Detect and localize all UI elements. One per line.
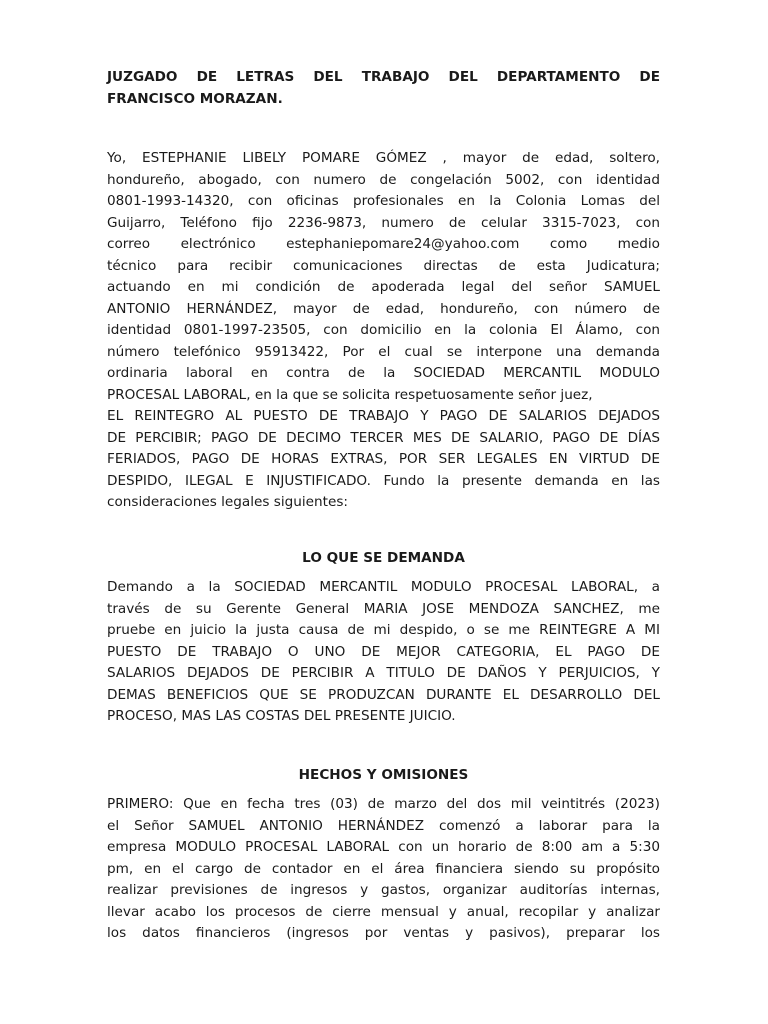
demand-paragraph (107, 577, 660, 728)
paragraph-line: identidad 0801-1997-23505, con domicilio en la colonia El Álamo, con (107, 322, 660, 338)
intro-paragraph (107, 148, 660, 514)
section-heading-demand: LO QUE SE DEMANDA (302, 550, 465, 566)
paragraph-line: hondureño, abogado, con numero de congelación 5002, con identidad (107, 171, 660, 188)
paragraph-line: FERIADOS, PAGO DE HORAS EXTRAS, POR SER LEGALES EN VIRTUD DE (107, 451, 660, 467)
paragraph-line: pruebe en juicio la justa causa de mi despido, o se me REINTEGRE A MI (107, 622, 660, 638)
paragraph-line: ordinaria laboral en contra de la SOCIEDAD MERCANTIL MODULO (107, 365, 660, 381)
paragraph-line: través de su Gerente General MARIA JOSE MENDOZA SANCHEZ, me (107, 600, 660, 617)
paragraph-line: técnico para recibir comunicaciones directas de esta Judicatura; (107, 257, 660, 274)
paragraph-line: correo electrónico estephaniepomare24@yahoo.com como medio (107, 236, 660, 252)
paragraph-line: PUESTO DE TRABAJO O UNO DE MEJOR CATEGORIA, EL PAGO DE (107, 643, 660, 660)
paragraph-line: PRIMERO: Que en fecha tres (03) de marzo del dos mil veintitrés (2023) (107, 796, 660, 812)
court-title-line: FRANCISCO MORAZAN. (107, 90, 283, 107)
paragraph-line: consideraciones legales siguientes: (107, 494, 348, 510)
paragraph-line: número telefónico 95913422, Por el cual se interpone una demanda (107, 343, 660, 360)
paragraph-line: empresa MODULO PROCESAL LABORAL con un horario de 8:00 am a 5:30 (107, 839, 660, 855)
paragraph-line: llevar acabo los procesos de cierre mensual y anual, recopilar y analizar (107, 903, 660, 920)
paragraph-line: los datos financieros (ingresos por ventas y pasivos), preparar los (107, 925, 660, 941)
facts-paragraph (107, 794, 660, 945)
paragraph-line: PROCESO, MAS LAS COSTAS DEL PRESENTE JUICIO. (107, 708, 456, 724)
paragraph-line: actuando en mi condición de apoderada legal del señor SAMUEL (107, 279, 660, 295)
paragraph-line: DE PERCIBIR; PAGO DE DECIMO TERCER MES DE SALARIO, PAGO DE DÍAS (107, 429, 660, 446)
paragraph-line: SALARIOS DEJADOS DE PERCIBIR A TITULO DE DAÑOS Y PERJUICIOS, Y (107, 665, 660, 681)
section-heading-facts: HECHOS Y OMISIONES (298, 767, 469, 783)
paragraph-line: DESPIDO, ILEGAL E INJUSTIFICADO. Fundo la presente demanda en las (107, 472, 660, 489)
paragraph-line: EL REINTEGRO AL PUESTO DE TRABAJO Y PAGO DE SALARIOS DEJADOS (107, 408, 660, 424)
paragraph-line: Demando a la SOCIEDAD MERCANTIL MODULO PROCESAL LABORAL, a (107, 579, 660, 595)
paragraph-line: DEMAS BENEFICIOS QUE SE PRODUZCAN DURANTE EL DESARROLLO DEL (107, 686, 660, 703)
court-title (107, 67, 660, 110)
paragraph-line: pm, en el cargo de contador en el área financiera siendo su propósito (107, 860, 660, 877)
paragraph-line: realizar previsiones de ingresos y gastos, organizar auditorías internas, (107, 882, 660, 898)
paragraph-line: 0801-1993-14320, con oficinas profesionales en la Colonia Lomas del (107, 193, 660, 209)
paragraph-line: ANTONIO HERNÁNDEZ, mayor de edad, hondureño, con número de (107, 300, 660, 317)
paragraph-line: Yo, ESTEPHANIE LIBELY POMARE GÓMEZ , mayor de edad, soltero, (107, 150, 660, 166)
paragraph-line: el Señor SAMUEL ANTONIO HERNÁNDEZ comenzó a laborar para la (107, 817, 660, 834)
court-title-line: JUZGADO DE LETRAS DEL TRABAJO DEL DEPARTAMENTO DE (107, 69, 660, 85)
paragraph-line: PROCESAL LABORAL, en la que se solicita respetuosamente señor juez, (107, 386, 593, 403)
paragraph-line: Guijarro, Teléfono fijo 2236-9873, numero de celular 3315-7023, con (107, 214, 660, 231)
